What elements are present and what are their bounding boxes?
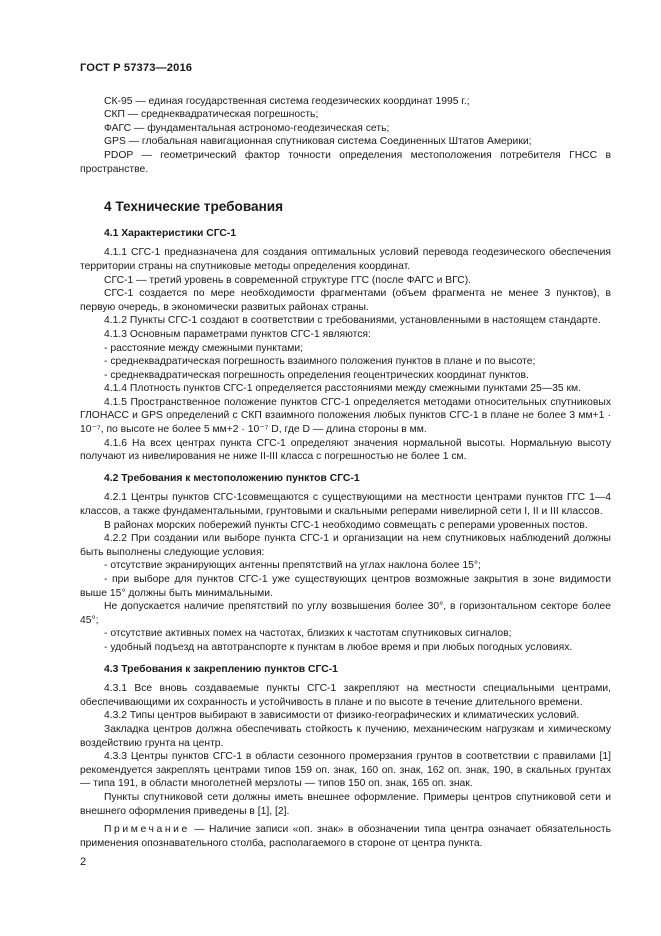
paragraph: 4.1.1 СГС-1 предназначена для создания оптимальных условий перевода геодезического обеспечения территории страны на спутниковые методы определения координат.	[80, 247, 611, 272]
list-item: - среднеквадратическая погрешность взаимного положения пунктов в плане и по высоте;	[104, 356, 536, 368]
abbreviation-item: GPS — глобальная навигационная спутниковая система Соединенных Штатов Америки;	[104, 136, 532, 148]
section-4-heading: 4 Технические требования	[104, 199, 284, 215]
list-item: - расстояние между смежными пунктами;	[104, 342, 304, 354]
paragraph: 4.2.2 При создании или выборе пункта СГС-1 и организации на нем спутниковых наблюдений должны быть выполнены следующие условия:	[80, 533, 611, 558]
list-item: - отсутствие активных помех на частотах, близких к частотам спутниковых сигналов;	[104, 628, 512, 640]
paragraph: СГС-1 — третий уровень в современной структуре ГГС (после ФАГС и ВГС).	[104, 274, 472, 286]
note	[80, 823, 611, 850]
abbreviations-list	[80, 95, 611, 177]
list-item: - удобный подъезд на автотранспорте к пунктам в любое время и при любых погодных условиях.	[104, 641, 573, 653]
paragraph: 4.2.1 Центры пунктов СГС-1совмещаются с существующими на местности центрами пунктов ГГС 1—4 классов, а также фундаментальными, грунтовыми и скальными реперами нивелирной сети I, II и III классов.	[80, 492, 611, 518]
abbreviation-item: ФАГС — фундаментальная астрономо-геодезическая сеть;	[104, 122, 390, 134]
paragraph: 4.1.3 Основным параметрами пунктов СГС-1 являются:	[104, 328, 371, 340]
abbreviation-item: СК-95 — единая государственная система геодезических координат 1995 г.;	[104, 95, 470, 107]
list-item: - отсутствие экранирующих антенны препятствий на углах наклона более 15°;	[104, 560, 481, 572]
paragraph: 4.3.2 Типы центров выбирают в зависимости от физико-географических и климатических условий.	[104, 710, 580, 722]
list-item: - при выборе для пунктов СГС-1 уже существующих центров возможные закрытия в зоне видимости выше 15° должны быть минимальными.	[80, 574, 611, 599]
paragraph: В районах морских побережий пункты СГС-1 необходимо совмещать с реперами уровенных постов.	[104, 519, 588, 531]
paragraph: 4.1.2 Пункты СГС-1 создают в соответствии с требованиями, установленными в настоящем стандарте.	[104, 315, 601, 327]
paragraph: 4.1.6 На всех центрах пункта СГС-1 определяют значения нормальной высоты. Нормальную высоту получают из нивелирования не ниже II-III класса с погрешностью не более 1 см.	[80, 437, 611, 463]
abbreviation-item: PDOP — геометрический фактор точности определения местоположения потребителя ГНСС в пространстве.	[80, 149, 611, 175]
paragraph: Не допускается наличие препятствий по углу возвышения более 30°, в горизонтальном секторе более 45°;	[80, 601, 611, 626]
section-4-3-heading: 4.3 Требования к закреплению пунктов СГС-1	[104, 663, 338, 675]
document-header: ГОСТ Р 57373—2016	[80, 62, 193, 74]
paragraph: Закладка центров должна обеспечивать стойкость к пучению, механическим нагрузкам и химическому воздействию грунта на центр.	[80, 723, 611, 749]
abbreviation-item: СКП — среднеквадратическая погрешность;	[104, 109, 319, 121]
note-text: — Наличие записи «оп. знак» в обозначении типа центра означает обязательность применения опознавательного столба, располагаемого в стороне от центра пункта.	[80, 824, 611, 849]
section-4-1-heading: 4.1 Характеристики СГС-1	[104, 227, 237, 239]
list-item: - среднеквадратическая погрешность определения геоцентрических координат пунктов.	[104, 369, 529, 381]
paragraph: 4.3.3 Центры пунктов СГС-1 в области сезонного промерзания грунтов в соответствии с правилами [1] рекомендуется закреплять центрами типов 159 оп. знак, 160 оп. знак, 162 оп. знак, 190, в скальных грунтах — типа 191, в области многолетней мерзлоты — типов 150 оп. знак, 165 оп. знак.	[80, 751, 611, 790]
note-label: Примечание	[104, 824, 190, 836]
paragraph: 4.3.1 Все вновь создаваемые пункты СГС-1 закрепляют на местности специальными центрами, обеспечивающими их сохранность и устойчивость в плане и по высоте в течение длительного времени.	[80, 683, 611, 708]
paragraph: СГС-1 создается по мере необходимости фрагментами (объем фрагмента не менее 3 пунктов), в первую очередь, в экономически развитых районах страны.	[80, 288, 611, 313]
paragraph: 4.1.5 Пространственное положение пунктов СГС-1 определяется методами относительных спутниковых ГЛОНАСС и GPS определений с СКП взаимного положения любых пунктов СГС-1 в плане не более 3 мм+1 · 10⁻⁷, по высоте не более 5 мм+2 · 10⁻⁷ D, где D — длина стороны в мм.	[80, 396, 611, 436]
paragraph: 4.1.4 Плотность пунктов СГС-1 определяется расстояниями между смежными пунктами 25—35 км.	[104, 383, 581, 395]
paragraph: Пункты спутниковой сети должны иметь внешнее оформление. Примеры центров спутниковой сети и внешнего оформления приведены в [1], [2].	[80, 791, 611, 817]
page-number: 2	[80, 856, 87, 868]
section-4-2-heading: 4.2 Требования к местоположению пунктов СГС-1	[104, 472, 360, 484]
